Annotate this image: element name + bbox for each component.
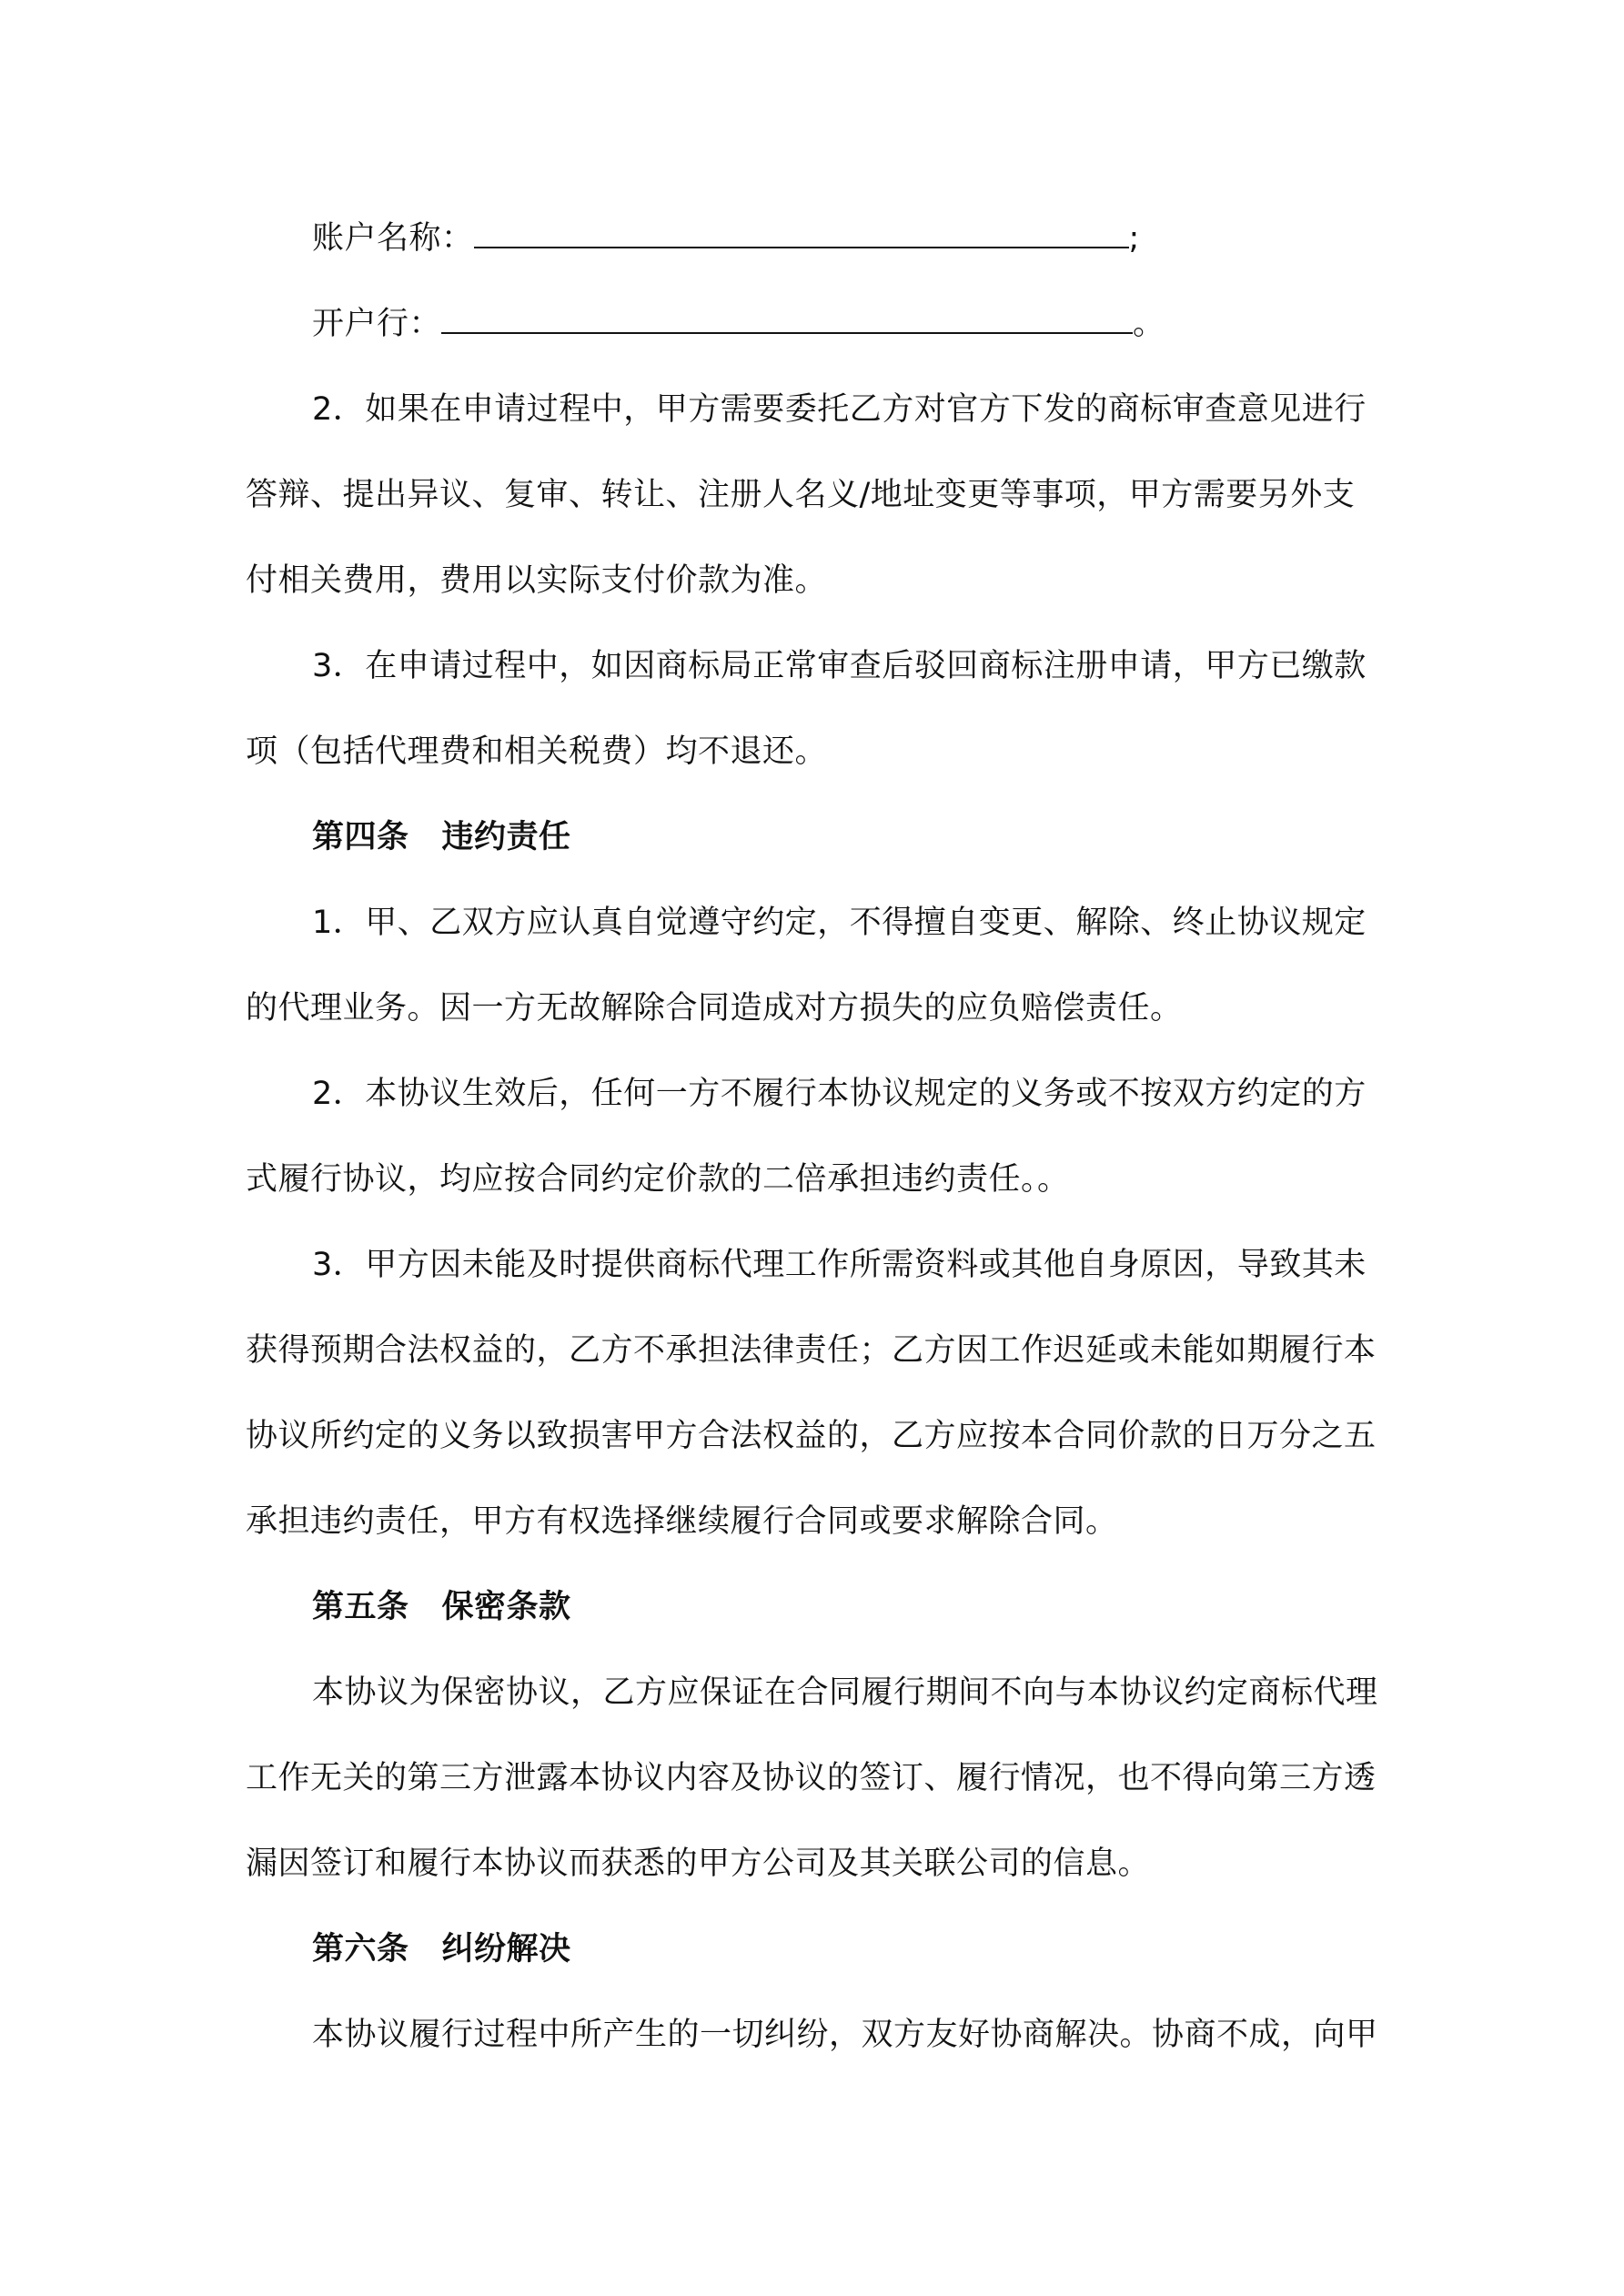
paragraph-line: 承担违约责任，甲方有权选择继续履行合同或要求解除合同。 [246, 1503, 1118, 1540]
paragraph-line: 付相关费用，费用以实际支付价款为准。 [246, 562, 828, 599]
clause-6-title: 纠纷解决 [441, 1931, 571, 1967]
clause-4-heading [312, 815, 1449, 859]
paragraph-line: 的代理业务。因一方无故解除合同造成对方损失的应负赔偿责任。 [246, 990, 1183, 1027]
clause-5-heading [312, 1585, 1449, 1629]
clause-5-number: 第五条 [312, 1589, 409, 1625]
paragraph-line: 获得预期合法权益的，乙方不承担法律责任；乙方因工作迟延或未能如期履行本 [246, 1332, 1377, 1369]
paragraph-line: 2．本协议生效后，任何一方不履行本协议规定的义务或不按双方约定的方 [312, 1076, 1367, 1112]
bank-line [312, 302, 1449, 346]
paragraph-line: 协议所约定的义务以致损害甲方合法权益的，乙方应按本合同价款的日万分之五 [246, 1418, 1377, 1454]
paragraph-line: 漏因签订和履行本协议而获悉的甲方公司及其关联公司的信息。 [246, 1846, 1151, 1882]
bank-label: 开户行： [312, 306, 442, 342]
clause-4-number: 第四条 [312, 819, 409, 855]
account-name-label: 账户名称： [312, 220, 474, 257]
clause-6-number: 第六条 [312, 1931, 409, 1967]
clause-6-heading [312, 1927, 1449, 1971]
paragraph-line: 3．甲方因未能及时提供商标代理工作所需资料或其他自身原因，导致其未 [312, 1247, 1367, 1283]
bank-end: 。 [1133, 306, 1165, 342]
clause-5-title: 保密条款 [441, 1589, 571, 1625]
clause-4-title: 违约责任 [441, 819, 571, 855]
paragraph-line: 3．在申请过程中，如因商标局正常审查后驳回商标注册申请，甲方已缴款 [312, 648, 1367, 684]
paragraph-line: 答辩、提出异议、复审、转让、注册人名义/地址变更等事项，甲方需要另外支 [246, 477, 1356, 513]
paragraph-line: 本协议为保密协议，乙方应保证在合同履行期间不向与本协议约定商标代理 [312, 1674, 1378, 1711]
paragraph-line: 本协议履行过程中所产生的一切纠纷，双方友好协商解决。协商不成，向甲 [312, 2017, 1378, 2053]
paragraph-line: 2．如果在申请过程中，甲方需要委托乙方对官方下发的商标审查意见进行 [312, 391, 1367, 428]
account-name-line [312, 217, 1449, 260]
paragraph-line: 1．甲、乙双方应认真自觉遵守约定，不得擅自变更、解除、终止协议规定 [312, 905, 1367, 941]
paragraph-line: 工作无关的第三方泄露本协议内容及协议的签订、履行情况，也不得向第三方透 [246, 1760, 1377, 1796]
account-name-end: ; [1128, 220, 1140, 257]
account-name-blank[interactable] [474, 219, 1129, 248]
paragraph-line: 式履行协议，均应按合同约定价款的二倍承担违约责任。。 [246, 1161, 1070, 1198]
bank-blank[interactable] [441, 305, 1133, 334]
paragraph-line: 项（包括代理费和相关税费）均不退还。 [246, 733, 828, 770]
